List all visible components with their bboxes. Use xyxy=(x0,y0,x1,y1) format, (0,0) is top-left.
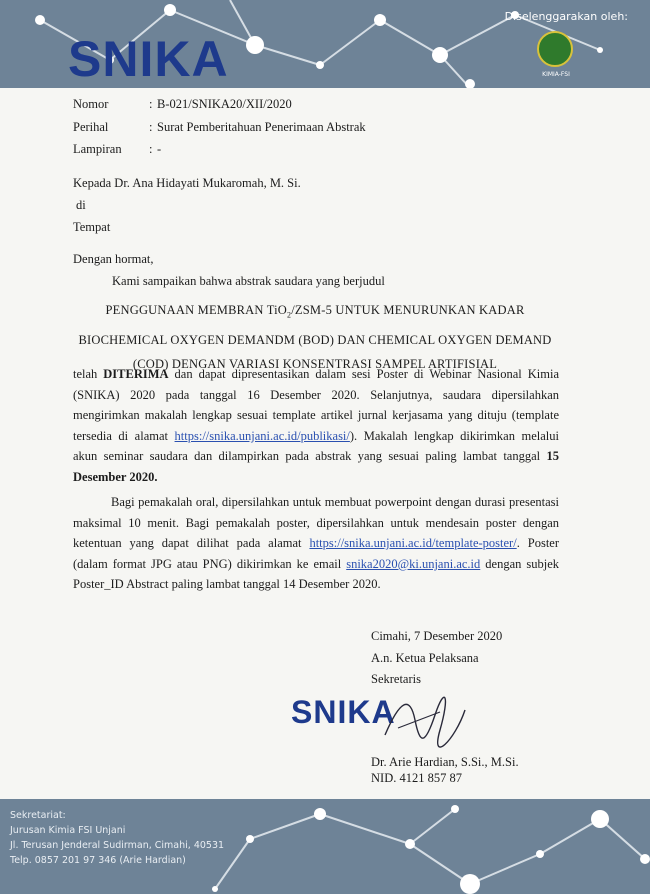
perihal-value: Surat Pemberitahuan Penerimaan Abstrak xyxy=(157,119,366,134)
perihal-row xyxy=(73,116,366,139)
signer-details xyxy=(371,754,519,786)
template-poster-link[interactable]: https://snika.unjani.ac.id/template-poster/ xyxy=(309,536,517,551)
handwritten-signature xyxy=(380,690,470,750)
abstract-title-line-1: PENGGUNAAN MEMBRAN TiO$_2$/ZSM-5 UNTUK MENURUNKAN KADAR xyxy=(105,303,525,320)
letter-meta xyxy=(73,93,366,161)
lampiran-row xyxy=(73,138,366,161)
secretariat-address: Jl. Terusan Jenderal Sudirman, Cimahi, 40531 xyxy=(10,840,225,851)
acceptance-paragraph: telah DITERIMA dan dapat dipresentasikan dalam sesi Poster di Webinar Nasional Kimia (SNIKA) 2020 pada tanggal 16 Desember 2020. Selanjutnya, saudara dipersilahkan mengirimkan makalah lengkap sesuai template artikel jurnal kerjasama yang dituju (template tersedia di alamat https://snika.unjani.ac.id/publikasi/). Makalah lengkap dikirimkan melalui akun seminar saudara dan dilampirkan pada abstrak yang sesuai paling lambat tanggal 15 Desember 2020. xyxy=(73,367,559,484)
lampiran-value: - xyxy=(157,142,162,156)
nomor-value: B-021/SNIKA20/XII/2020 xyxy=(157,97,292,111)
snika-stamp-logo: SNIKA xyxy=(291,694,396,730)
presentation-paragraph: Bagi pemakalah oral, dipersilahkan untuk membuat powerpoint dengan durasi presentasi maksimal 10 menit. Bagi pemakalah poster, dipersilahkan untuk mendesain poster dengan ketentuan yang dapat dilihat pada alamat https://snika.unjani.ac.id/template-poster/. Poster (dalam format JPG atau PNG) dikirimkan ke email snika2020@ki.unjani.ac.id dengan subjek Poster_ID Abstract paling lambat tanggal 14 Desember 2020. xyxy=(73,495,559,592)
greeting: Dengan hormat, xyxy=(73,252,154,266)
lampiran-label: Lampiran xyxy=(73,142,122,156)
secretariat-heading: Sekretariat: xyxy=(10,810,66,821)
signer-name: Dr. Arie Hardian, S.Si., M.Si. xyxy=(371,755,519,769)
abstract-title-line-3: (COD) DENGAN VARIASI KONSENTRASI SAMPEL ARTIFISIAL xyxy=(132,356,498,371)
intro-sentence: Kami sampaikan bahwa abstrak saudara yang berjudul xyxy=(112,274,385,288)
deadline-date: 15 Desember 2020. xyxy=(73,449,559,484)
secretariat-phone: Telp. 0857 201 97 346 (Arie Hardian) xyxy=(10,855,186,866)
publikasi-link[interactable]: https://snika.unjani.ac.id/publikasi/ xyxy=(174,428,350,443)
secretariat-info xyxy=(10,808,224,868)
recipient-place: Tempat xyxy=(73,220,111,234)
separator: : xyxy=(149,142,153,156)
perihal-label: Perihal xyxy=(73,119,109,134)
recipient-di: di xyxy=(76,198,86,212)
place-date: Cimahi, 7 Desember 2020 xyxy=(371,629,503,643)
recipient-block xyxy=(73,172,559,238)
org-seal-label: KIMIA-FSI xyxy=(542,71,570,78)
abstract-title-line-2: BIOCHEMICAL OXYGEN DEMANDM (BOD) DAN CHEMICAL OXYGEN DEMAND xyxy=(78,332,552,347)
snika-logo: SNIKA xyxy=(68,31,229,87)
signature-block xyxy=(371,626,502,691)
signer-role-1: A.n. Ketua Pelaksana xyxy=(371,650,479,665)
accepted-status: DITERIMA xyxy=(103,367,169,381)
signer-role-2: Sekretaris xyxy=(371,672,421,686)
signer-nid: NID. 4121 857 87 xyxy=(371,771,462,785)
nomor-label: Nomor xyxy=(73,97,109,111)
secretariat-department: Jurusan Kimia FSI Unjani xyxy=(10,825,126,836)
separator: : xyxy=(149,119,153,134)
organizer-label: Diselenggarakan oleh: xyxy=(504,10,628,23)
separator: : xyxy=(149,97,153,111)
nomor-row xyxy=(73,93,366,116)
email-link[interactable]: snika2020@ki.unjani.ac.id xyxy=(346,556,481,571)
kimia-fsi-seal-icon xyxy=(537,31,573,67)
recipient-name: Kepada Dr. Ana Hidayati Mukaromah, M. Si. xyxy=(73,176,301,190)
